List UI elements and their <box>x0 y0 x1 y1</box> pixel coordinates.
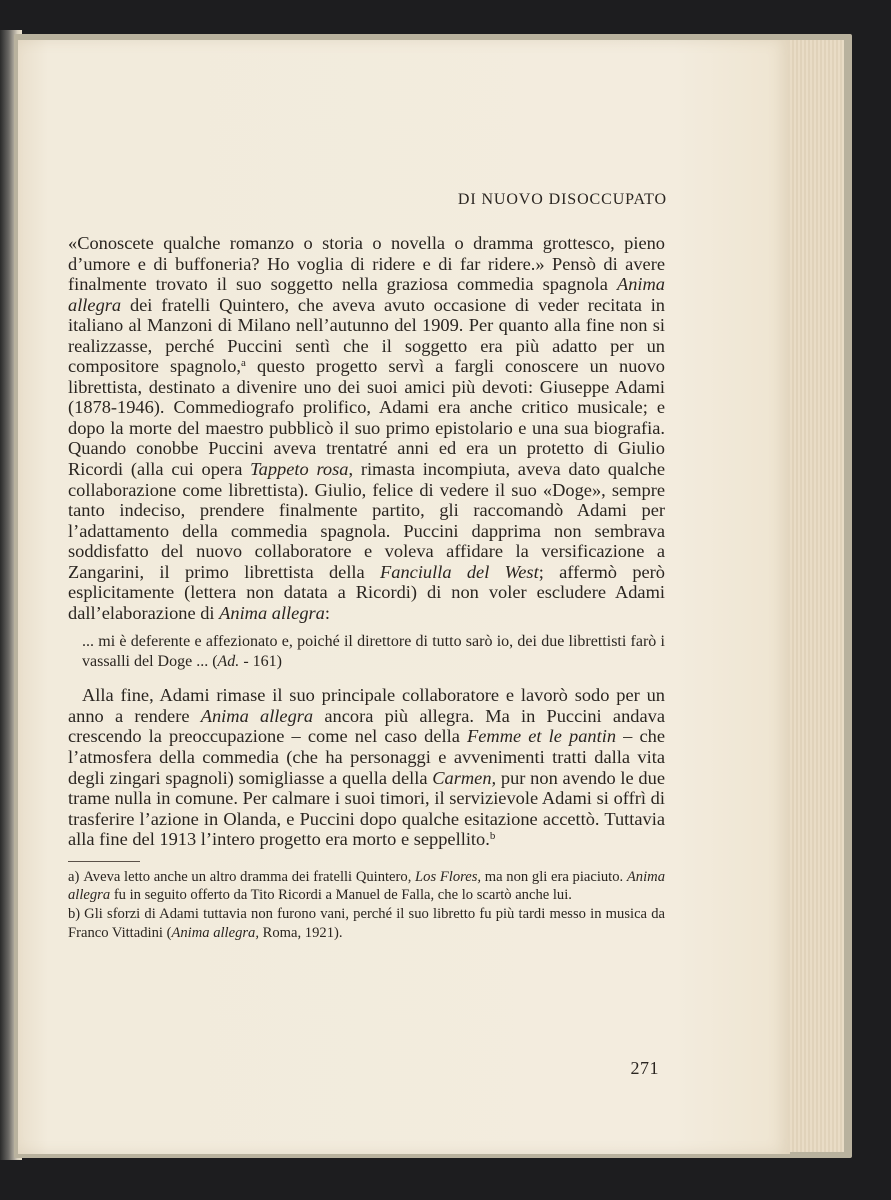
text-run: pur non avendo le due trame nulla in comune. Per calmare i suoi timori, il servizievole Adami si offrì di trasferire l’azione in Olanda, e Puccini dopo qualche esitazione accettò. Tuttavia alla fine del 1913 l’intero progetto era morto e seppellito. <box>68 767 665 850</box>
text-run: – che l’atmosfera della commedia (che ha personaggi e avvenimenti tratti dalla vita degli zingari spagnoli) somigliasse a quella della <box>68 726 665 788</box>
footnote-label: b) <box>68 906 81 923</box>
footnote-divider <box>68 861 140 862</box>
footnote-marker-b: b <box>489 830 496 843</box>
italic-title: Tappeto rosa <box>250 459 349 480</box>
text-run: Gli sforzi di Adami tuttavia non furono vani, perché il suo libretto fu più tardi messo in musica da Franco Vittadini ( <box>68 906 665 941</box>
italic-title: Fanciulla del West <box>380 561 539 582</box>
footnotes <box>68 868 665 943</box>
text-run: fu in seguito offerto da Tito Ricordi a Manuel de Falla, che lo scartò anche lui. <box>110 887 572 904</box>
text-run: Aveva letto anche un altro dramma dei fratelli Quintero, <box>83 868 416 885</box>
text-run: «Conoscete qualche romanzo o storia o novella o dramma grottesco, pieno d’umore e di buffoneria? Ho voglia di ridere e di far ridere.» Pensò di avere finalmente trovato il suo soggetto nella graziosa commedia spagnola <box>68 233 665 295</box>
body-text <box>68 233 665 943</box>
book-page <box>18 40 790 1154</box>
text-run: , rimasta incompiuta, aveva dato qualche collaborazione come librettista). Giulio, felice di vedere il suo «Doge», sempre tanto indeciso, prendere finalmente partito, gli raccomandò Adami per l’adattamento della commedia spagnola. Puccini dapprima non sembrava soddisfatto del nuovo collaboratore e voleva affidare la versificazione a Zangarini, il primo librettista della <box>68 459 665 582</box>
italic-abbrev: Ad. <box>217 653 240 671</box>
text-run: Roma, 1921). <box>259 924 343 941</box>
page-number: 271 <box>630 1058 659 1078</box>
text-run: ancora più allegra. Ma in Puccini andava crescendo la preoccupazione – come nel caso della <box>68 705 665 747</box>
italic-title: Anima allegra <box>200 705 314 726</box>
italic-title: Los Flores, <box>415 868 482 885</box>
footnote-label: a) <box>68 868 80 885</box>
text-run: ; affermò però esplicitamente (lettera non datata a Ricordi) di non voler escludere Adami dall’elaborazione di <box>68 561 665 623</box>
text-run: ma non gli era piaciuto. <box>481 868 627 885</box>
italic-title: Anima allegra <box>219 602 325 623</box>
paragraph-1 <box>68 233 665 623</box>
footnote-b <box>68 905 665 942</box>
text-run: Alla fine, Adami rimase il suo principale collaboratore e lavorò sodo per un anno a rendere <box>68 685 665 726</box>
running-head: DI NUOVO DISOCCUPATO <box>457 191 667 208</box>
italic-title: Anima allegra <box>68 868 665 904</box>
italic-title: Anima allegra, <box>171 924 259 941</box>
italic-title: Femme et le pantin <box>467 726 617 747</box>
italic-title: Anima allegra <box>68 274 665 315</box>
text-run: - 161) <box>239 653 282 671</box>
italic-title: Carmen, <box>432 767 497 788</box>
block-quote <box>68 632 665 672</box>
text-run: ... mi è deferente e affezionato e, poiché il direttore di tutto sarò io, dei due librettisti farò i vassalli del Doge ... ( <box>82 633 665 671</box>
text-run: dei fratelli Quintero, che aveva avuto occasione di veder recitata in italiano al Manzoni di Milano nell’autunno del 1909. Per quanto alla fine non si realizzasse, perché Puccini sentì che il soggetto era più adatto per un compositore spagnolo, <box>68 294 665 377</box>
footnote-marker-a: a <box>240 357 246 370</box>
paragraph-2 <box>68 685 665 849</box>
text-run: questo progetto servì a fargli conoscere un nuovo librettista, destinato a divenire uno dei suoi amici più devoti: Giuseppe Adami (1878-1946). Commediografo prolifico, Adami era anche critico musicale; e dopo la morte del maestro pubblicò il suo primo epistolario e una sua biografia. Quando conobbe Puccini aveva trentatré anni ed era un protetto di Giulio Ricordi (alla cui opera <box>68 356 665 480</box>
footnote-a <box>68 868 665 905</box>
text-run: : <box>324 602 331 623</box>
